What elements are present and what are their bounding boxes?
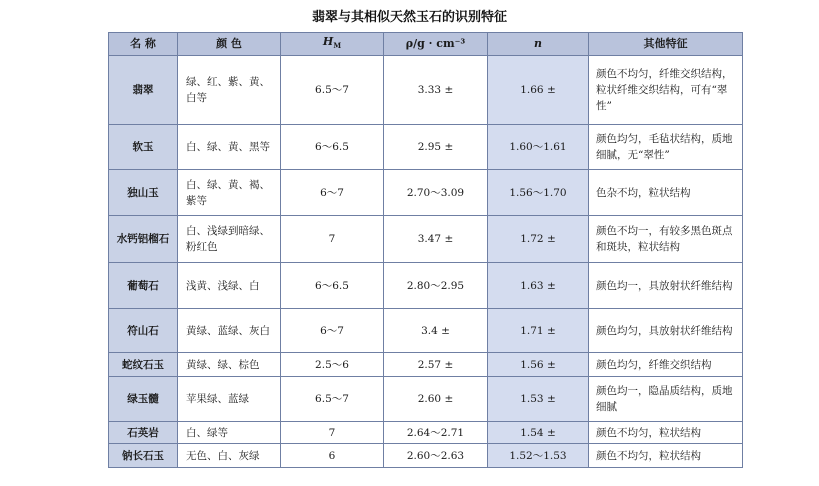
refractive-index-cell: 1.72 ± xyxy=(488,216,589,263)
refractive-index-cell: 1.54 ± xyxy=(488,422,589,444)
hardness-cell: 7 xyxy=(281,216,384,263)
gem-name-cell: 符山石 xyxy=(109,309,178,353)
table-row xyxy=(109,125,743,170)
refractive-index-cell: 1.53 ± xyxy=(488,377,589,422)
refractive-index-cell: 1.56 ± xyxy=(488,353,589,377)
gem-name-cell: 钠长石玉 xyxy=(109,444,178,468)
header-other-features: 其他特征 xyxy=(589,33,743,56)
density-cell: 2.64～2.71 xyxy=(384,422,488,444)
features-cell: 颜色均匀，具放射状纤维结构 xyxy=(589,309,743,353)
features-cell: 颜色均匀，毛毡状结构，质地细腻，无“翠性” xyxy=(589,125,743,170)
gem-name-cell: 翡翠 xyxy=(109,56,178,125)
gem-identification-table xyxy=(108,32,743,468)
header-hardness-subscript: M xyxy=(333,41,342,51)
hardness-cell: 7 xyxy=(281,422,384,444)
density-cell: 2.57 ± xyxy=(384,353,488,377)
gem-name-cell: 蛇纹石玉 xyxy=(109,353,178,377)
refractive-index-cell: 1.71 ± xyxy=(488,309,589,353)
color-cell: 白、绿等 xyxy=(178,422,281,444)
header-refractive-index: n xyxy=(488,33,589,56)
refractive-index-cell: 1.63 ± xyxy=(488,263,589,309)
table-row xyxy=(109,309,743,353)
color-cell: 白、绿、黄、黑等 xyxy=(178,125,281,170)
hardness-cell: 6～6.5 xyxy=(281,125,384,170)
hardness-cell: 6～6.5 xyxy=(281,263,384,309)
gem-name-cell: 绿玉髓 xyxy=(109,377,178,422)
density-cell: 2.95 ± xyxy=(384,125,488,170)
gem-name-cell: 软玉 xyxy=(109,125,178,170)
table-row xyxy=(109,56,743,125)
density-cell: 2.60 ± xyxy=(384,377,488,422)
gem-name-cell: 葡萄石 xyxy=(109,263,178,309)
density-cell: 3.33 ± xyxy=(384,56,488,125)
header-hardness-symbol: H xyxy=(322,34,334,48)
density-cell: 3.47 ± xyxy=(384,216,488,263)
header-name: 名 称 xyxy=(109,33,178,56)
hardness-cell: 2.5～6 xyxy=(281,353,384,377)
color-cell: 无色、白、灰绿 xyxy=(178,444,281,468)
features-cell: 颜色不均一，有较多黑色斑点和斑块，粒状结构 xyxy=(589,216,743,263)
features-cell: 颜色均一，具放射状纤维结构 xyxy=(589,263,743,309)
refractive-index-cell: 1.52～1.53 xyxy=(488,444,589,468)
header-density: ρ/g · cm⁻³ xyxy=(384,33,488,56)
header-color: 颜 色 xyxy=(178,33,281,56)
refractive-index-cell: 1.60～1.61 xyxy=(488,125,589,170)
gem-name-cell: 石英岩 xyxy=(109,422,178,444)
color-cell: 苹果绿、蓝绿 xyxy=(178,377,281,422)
hardness-cell: 6.5～7 xyxy=(281,377,384,422)
color-cell: 绿、红、紫、黄、白等 xyxy=(178,56,281,125)
table-row xyxy=(109,263,743,309)
refractive-index-cell: 1.66 ± xyxy=(488,56,589,125)
hardness-cell: 6～7 xyxy=(281,309,384,353)
refractive-index-cell: 1.56～1.70 xyxy=(488,170,589,216)
header-row xyxy=(109,33,743,56)
color-cell: 白、浅绿到暗绿、粉红色 xyxy=(178,216,281,263)
color-cell: 黄绿、蓝绿、灰白 xyxy=(178,309,281,353)
features-cell: 颜色不均匀，纤维交织结构，粒状纤维交织结构，可有“翠性” xyxy=(589,56,743,125)
density-cell: 2.80～2.95 xyxy=(384,263,488,309)
table-row xyxy=(109,170,743,216)
features-cell: 颜色均匀，纤维交织结构 xyxy=(589,353,743,377)
density-cell: 2.60～2.63 xyxy=(384,444,488,468)
density-cell: 2.70～3.09 xyxy=(384,170,488,216)
gem-name-cell: 独山玉 xyxy=(109,170,178,216)
color-cell: 浅黄、浅绿、白 xyxy=(178,263,281,309)
gem-name-cell: 水钙铝榴石 xyxy=(109,216,178,263)
table-row xyxy=(109,422,743,444)
color-cell: 黄绿、绿、棕色 xyxy=(178,353,281,377)
hardness-cell: 6 xyxy=(281,444,384,468)
hardness-cell: 6～7 xyxy=(281,170,384,216)
density-cell: 3.4 ± xyxy=(384,309,488,353)
table-row xyxy=(109,444,743,468)
table-row xyxy=(109,377,743,422)
table-row xyxy=(109,353,743,377)
table-title: 翡翠与其相似天然玉石的识别特征 xyxy=(311,10,507,25)
header-hardness xyxy=(281,33,384,56)
features-cell: 颜色不均匀，粒状结构 xyxy=(589,444,743,468)
color-cell: 白、绿、黄、褐、紫等 xyxy=(178,170,281,216)
table-row xyxy=(109,216,743,263)
features-cell: 色杂不均，粒状结构 xyxy=(589,170,743,216)
hardness-cell: 6.5～7 xyxy=(281,56,384,125)
features-cell: 颜色不均匀，粒状结构 xyxy=(589,422,743,444)
features-cell: 颜色均一，隐晶质结构，质地细腻 xyxy=(589,377,743,422)
